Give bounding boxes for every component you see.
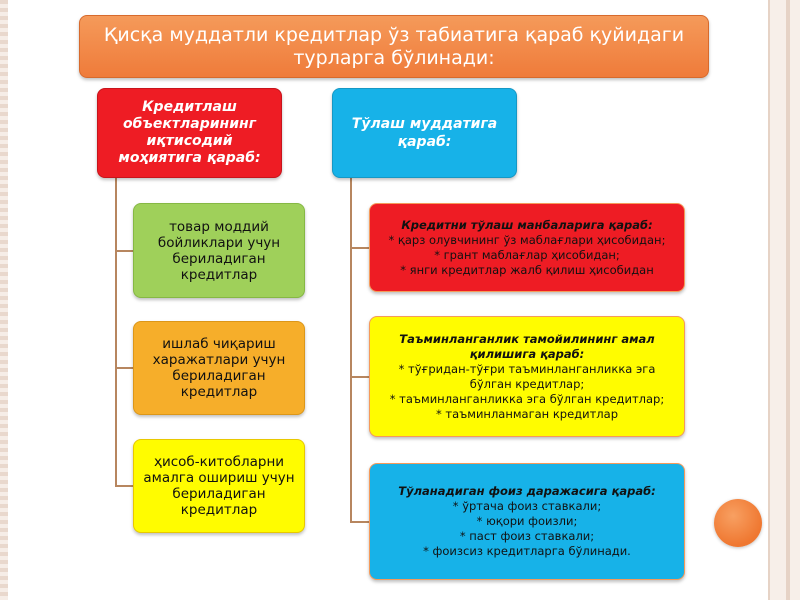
right-item-line: * грант маблағлар ҳисобидан;: [434, 247, 620, 262]
left-item-settlement-credits: [133, 439, 305, 533]
right-item-line: * таъминланмаган кредитлар: [436, 406, 618, 421]
right-item-line: * қарз олувчининг ўз маблағлари ҳисобидан;: [388, 232, 666, 247]
left-frame-decoration: [0, 0, 8, 600]
left-item-text: товар моддий бойликлари учун бериладиган кредитлар: [157, 218, 281, 283]
left-branch-link-2: [115, 367, 133, 369]
diagram-title-text: Қисқа муддатли кредитлар ўз табиатига қараб қуйидаги турларга бўлинади:: [103, 23, 685, 69]
right-item-line: * ўртача фоиз ставкали;: [452, 499, 602, 513]
left-item-text: ишлаб чиқариш харажатлари учун бериладиган кредитлар: [152, 336, 286, 400]
orange-circle-decoration: [714, 499, 762, 547]
right-branch-link-1: [350, 247, 369, 249]
right-item-line: * тўғридан-тўғри таъминланганликка эга бўлган кредитлар;: [398, 361, 656, 391]
right-branch-trunk: [350, 178, 352, 522]
left-item-text: ҳисоб-китобларни амалга ошириш учун бериладиган кредитлар: [143, 454, 295, 518]
diagram-title: [79, 15, 709, 78]
right-branch-link-2: [350, 376, 369, 378]
right-item-interest-level: [369, 463, 685, 580]
right-branch-link-3: [350, 521, 369, 523]
left-branch-trunk: [115, 178, 117, 486]
left-branch-heading: [97, 88, 282, 178]
left-branch-link-1: [115, 250, 133, 252]
right-item-security-principle: [369, 316, 685, 437]
right-item-heading: Таъминланганлик тамойилининг амал қилишига қараб:: [399, 331, 655, 361]
right-item-line: * юқори фоизли;: [476, 514, 578, 528]
right-branch-heading-text: Тўлаш муддатига қараб:: [351, 116, 498, 150]
right-frame-stripe: [786, 0, 790, 600]
right-item-heading: Кредитни тўлаш манбаларига қараб:: [401, 217, 653, 232]
left-branch-link-3: [115, 485, 133, 487]
left-item-goods-credits: [133, 203, 305, 298]
right-item-line: * фоизсиз кредитларга бўлинади.: [423, 544, 631, 558]
right-frame-decoration: [768, 0, 800, 600]
right-item-heading: Тўланадиган фоиз даражасига қараб:: [398, 484, 656, 498]
left-branch-heading-text: Кредитлаш объектларининг иқтисодий моҳиятига қараб:: [118, 99, 261, 166]
right-item-line: * паст фоиз ставкали;: [459, 529, 595, 543]
right-item-line: * янги кредитлар жалб қилиш ҳисобидан: [400, 262, 654, 277]
right-branch-heading: [332, 88, 517, 178]
right-item-line: * таъминланганликка эга бўлган кредитлар;: [389, 391, 665, 406]
right-item-repayment-sources: [369, 203, 685, 292]
left-item-production-credits: [133, 321, 305, 415]
